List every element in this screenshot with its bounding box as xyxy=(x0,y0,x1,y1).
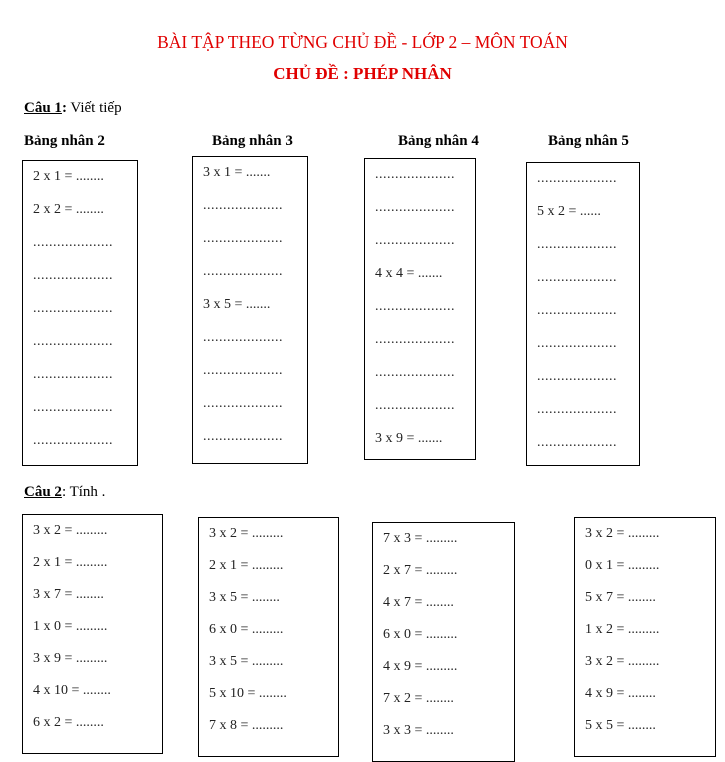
table-4-box xyxy=(364,158,476,460)
table-4-row: .................... xyxy=(375,167,455,182)
table-3-row: .................... xyxy=(203,429,283,444)
calc-row: 6 x 2 = ........ xyxy=(33,715,104,730)
table-4-row: .................... xyxy=(375,365,455,380)
table-5-row: .................... xyxy=(537,435,617,450)
table-5-row: .................... xyxy=(537,171,617,186)
table-3-row: .................... xyxy=(203,198,283,213)
table-5-row: .................... xyxy=(537,270,617,285)
table-2-row: 2 x 2 = ........ xyxy=(33,202,104,217)
table-5-heading: Bảng nhân 5 xyxy=(548,133,629,149)
table-2-row: 2 x 1 = ........ xyxy=(33,169,104,184)
calc-row: 1 x 2 = ......... xyxy=(585,622,660,637)
table-2-row: .................... xyxy=(33,334,113,349)
table-3-row: 3 x 1 = ....... xyxy=(203,165,271,180)
calc-row: 4 x 10 = ........ xyxy=(33,683,111,698)
table-3-row: .................... xyxy=(203,264,283,279)
table-2-row: .................... xyxy=(33,301,113,316)
table-4-row: 3 x 9 = ....... xyxy=(375,431,443,446)
calc-row: 3 x 2 = ......... xyxy=(209,526,284,541)
question-2-instruction: : Tính . xyxy=(61,484,106,500)
calc-row: 3 x 2 = ......... xyxy=(585,654,660,669)
table-2-row: .................... xyxy=(33,268,113,283)
calc-row: 3 x 7 = ........ xyxy=(33,587,104,602)
table-5-row: 5 x 2 = ...... xyxy=(537,204,601,219)
table-4-heading: Bảng nhân 4 xyxy=(398,133,479,149)
calc-row: 0 x 1 = ......... xyxy=(585,558,660,573)
calc-row: 3 x 2 = ......... xyxy=(33,523,108,538)
calc-row: 3 x 9 = ......... xyxy=(33,651,108,666)
calc-row: 7 x 8 = ......... xyxy=(209,718,284,733)
question-1-number: Câu 1 xyxy=(24,100,62,116)
table-3-row: .................... xyxy=(203,330,283,345)
table-5-row: .................... xyxy=(537,303,617,318)
topic-title: CHỦ ĐỀ : PHÉP NHÂN xyxy=(273,64,452,83)
table-3-row: .................... xyxy=(203,363,283,378)
calc-row: 4 x 9 = ........ xyxy=(585,686,656,701)
table-5-row: .................... xyxy=(537,402,617,417)
calc-row: 5 x 7 = ........ xyxy=(585,590,656,605)
table-3-row: 3 x 5 = ....... xyxy=(203,297,271,312)
calc-row: 2 x 7 = ......... xyxy=(383,563,458,578)
calc-row: 7 x 2 = ........ xyxy=(383,691,454,706)
table-2-row: .................... xyxy=(33,367,113,382)
table-3-box xyxy=(192,156,308,464)
table-5-row: .................... xyxy=(537,336,617,351)
calc-row: 4 x 9 = ......... xyxy=(383,659,458,674)
calc-row: 3 x 5 = ........ xyxy=(209,590,280,605)
table-2-row: .................... xyxy=(33,235,113,250)
calc-column-4 xyxy=(574,517,716,757)
table-2-row: .................... xyxy=(33,400,113,415)
table-4-row: .................... xyxy=(375,200,455,215)
table-5-row: .................... xyxy=(537,237,617,252)
calc-row: 5 x 5 = ........ xyxy=(585,718,656,733)
calc-row: 6 x 0 = ......... xyxy=(383,627,458,642)
calc-column-3 xyxy=(372,522,515,762)
table-5-box xyxy=(526,162,640,466)
table-3-row: .................... xyxy=(203,231,283,246)
question-2-label xyxy=(24,484,105,501)
table-4-row: .................... xyxy=(375,233,455,248)
table-2-row: .................... xyxy=(33,433,113,448)
question-1-colon: : xyxy=(61,100,67,116)
table-2-heading: Bảng nhân 2 xyxy=(24,133,105,149)
calc-row: 2 x 1 = ......... xyxy=(33,555,108,570)
calc-row: 5 x 10 = ........ xyxy=(209,686,287,701)
table-2-box xyxy=(22,160,138,466)
calc-row: 3 x 3 = ........ xyxy=(383,723,454,738)
table-4-row: .................... xyxy=(375,299,455,314)
question-1-instruction: Viết tiếp xyxy=(66,100,122,116)
question-1-label xyxy=(24,100,122,117)
table-4-row: .................... xyxy=(375,398,455,413)
question-2-number: Câu 2 xyxy=(24,484,62,500)
table-5-row: .................... xyxy=(537,369,617,384)
worksheet-title: BÀI TẬP THEO TỪNG CHỦ ĐỀ - LỚP 2 – MÔN TOÁN xyxy=(157,32,568,52)
table-4-row: .................... xyxy=(375,332,455,347)
calc-column-2 xyxy=(198,517,339,757)
calc-row: 6 x 0 = ......... xyxy=(209,622,284,637)
calc-row: 1 x 0 = ......... xyxy=(33,619,108,634)
calc-row: 4 x 7 = ........ xyxy=(383,595,454,610)
calc-column-1 xyxy=(22,514,163,754)
calc-row: 3 x 2 = ......... xyxy=(585,526,660,541)
calc-row: 2 x 1 = ......... xyxy=(209,558,284,573)
calc-row: 3 x 5 = ......... xyxy=(209,654,284,669)
table-3-row: .................... xyxy=(203,396,283,411)
table-3-heading: Bảng nhân 3 xyxy=(212,133,293,149)
table-4-row: 4 x 4 = ....... xyxy=(375,266,443,281)
calc-row: 7 x 3 = ......... xyxy=(383,531,458,546)
